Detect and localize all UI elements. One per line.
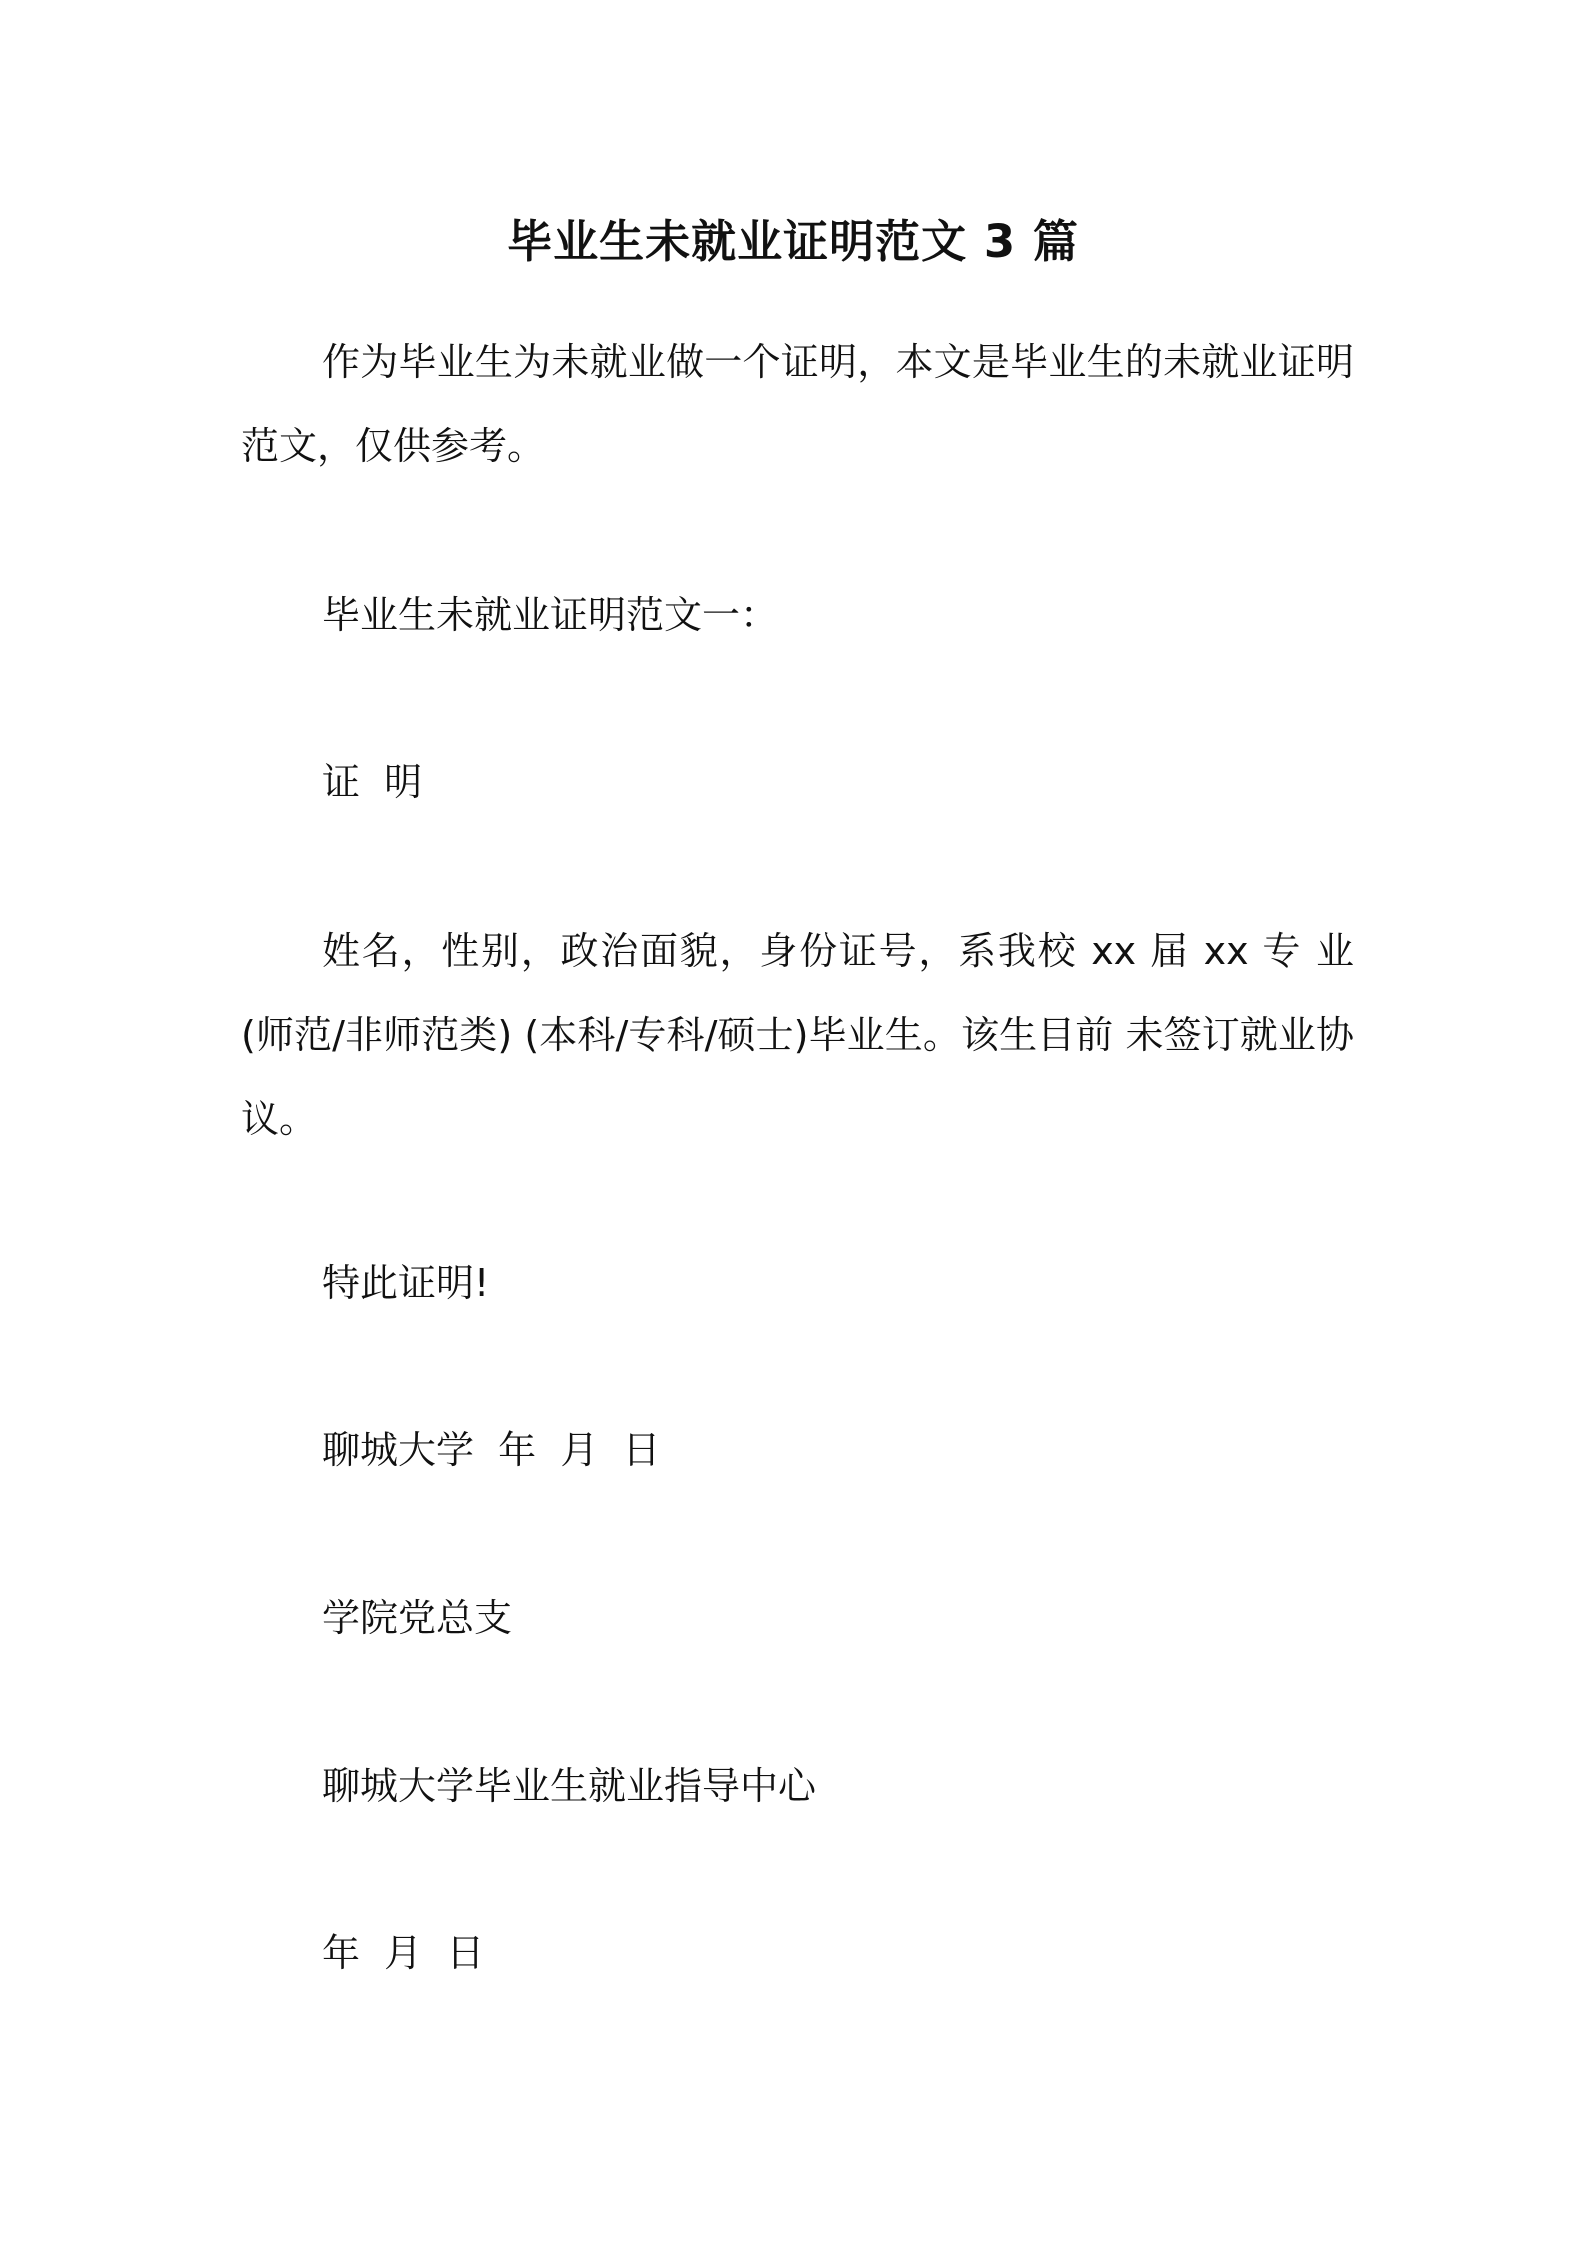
document-title: 毕业生未就业证明范文 3 篇 (507, 215, 1079, 268)
signature-college: 学院党总支 (322, 1596, 513, 1640)
signature-date: 年 月 日 (322, 1931, 485, 1975)
certificate-heading: 证 明 (322, 760, 423, 804)
certificate-body: 姓名，性别，政治面貌，身份证号，系我校 xx 届 xx 专 业(师范/非师范类) (本科/专科/硕士)毕业生。该生目前 未签订就业协议。 (241, 929, 1354, 1141)
signature-university-date: 聊城大学 年 月 日 (322, 1428, 661, 1472)
sample-heading: 毕业生未就业证明范文一： (322, 593, 779, 637)
closing-statement: 特此证明! (322, 1261, 490, 1305)
signature-guidance-center: 聊城大学毕业生就业指导中心 (322, 1764, 817, 1808)
intro-paragraph: 作为毕业生为未就业做一个证明，本文是毕业生的未就业证明范文，仅供参考。 (241, 340, 1354, 468)
